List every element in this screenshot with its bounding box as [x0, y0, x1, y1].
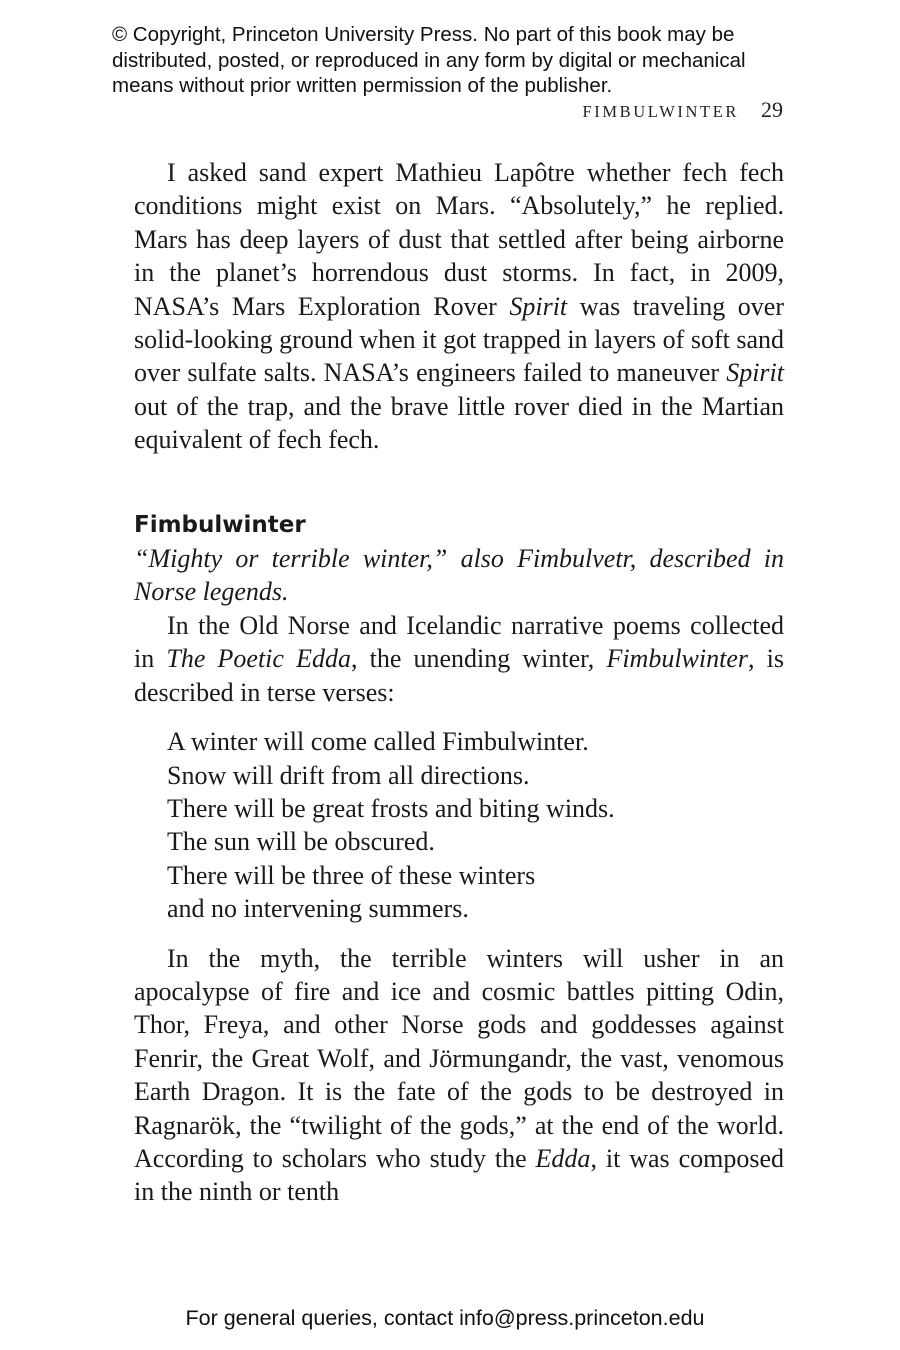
- italic-rover-name: Spirit: [726, 358, 784, 388]
- paragraph-text: was traveling over solid-looking ground when it got trapped in layers of soft sand over sulfate salts. NASA’s engineers failed to maneuver: [134, 291, 784, 388]
- page-number: 29: [761, 97, 783, 122]
- section-heading: Fimbulwinter: [134, 511, 306, 538]
- running-head-title: FIMBULWINTER: [582, 102, 739, 121]
- copyright-notice: © Copyright, Princeton University Press. No part of this book may be distributed, posted, or reproduced in any form by digital or mechanical means without prior written permission of the publisher.: [112, 23, 746, 97]
- poem-line: The sun will be obscured.: [167, 827, 435, 857]
- poem-line: A winter will come called Fimbulwinter.: [167, 727, 589, 757]
- italic-rover-name: Spirit: [509, 291, 568, 321]
- paragraph-text: I asked sand expert Mathieu Lapôtre whether fech fech conditions might exist on Mars. “Absolutely,” he replied. Mars has deep layers of dust that settled after being airborne in the planet’s horrendous dust storms. In fact, in 2009, NASA’s Mars Exploration Rover: [134, 158, 784, 321]
- italic-book-title: Edda: [535, 1143, 591, 1173]
- footer-contact: For general queries, contact info@press.princeton.edu: [185, 1306, 705, 1330]
- paragraph-text: , is described in terse verses:: [134, 644, 784, 707]
- paragraph-mars: [134, 156, 784, 457]
- paragraph-text: , the unending winter,: [350, 644, 607, 674]
- paragraph-text: , it was composed in the ninth or tenth: [134, 1143, 784, 1207]
- epigraph: “Mighty or terrible winter,” also Fimbulvetr, described in Norse legends.: [134, 544, 784, 607]
- poem-line: There will be great frosts and biting winds.: [167, 793, 615, 823]
- paragraph-text: In the myth, the terrible winters will usher in an apocalypse of fire and ice and cosmic battles pitting Odin, Thor, Freya, and other Norse gods and goddesses against Fenrir, the Great Wolf, and Jörmungandr, the vast, venomous Earth Dragon. It is the fate of the gods to be destroyed in Ragnarök, the “twilight of the gods,” at the end of the world. According to scholars who study the: [134, 943, 784, 1173]
- poem-line: and no intervening summers.: [167, 894, 469, 924]
- paragraph-edda-intro: [134, 609, 784, 709]
- poem-line: There will be three of these winters: [167, 860, 536, 890]
- running-head: [400, 97, 783, 125]
- italic-term: Fimbulwinter: [606, 644, 748, 674]
- poem-line: Snow will drift from all directions.: [167, 760, 530, 790]
- italic-book-title: The Poetic Edda: [166, 644, 351, 674]
- poem-verse: [167, 725, 784, 925]
- paragraph-text: out of the trap, and the brave little rover died in the Martian equivalent of fech fech.: [134, 391, 784, 455]
- paragraph-text: In the Old Norse and Icelandic narrative poems collected in: [134, 610, 784, 674]
- page-body: [134, 156, 784, 1209]
- paragraph-ragnarok: [134, 942, 784, 1209]
